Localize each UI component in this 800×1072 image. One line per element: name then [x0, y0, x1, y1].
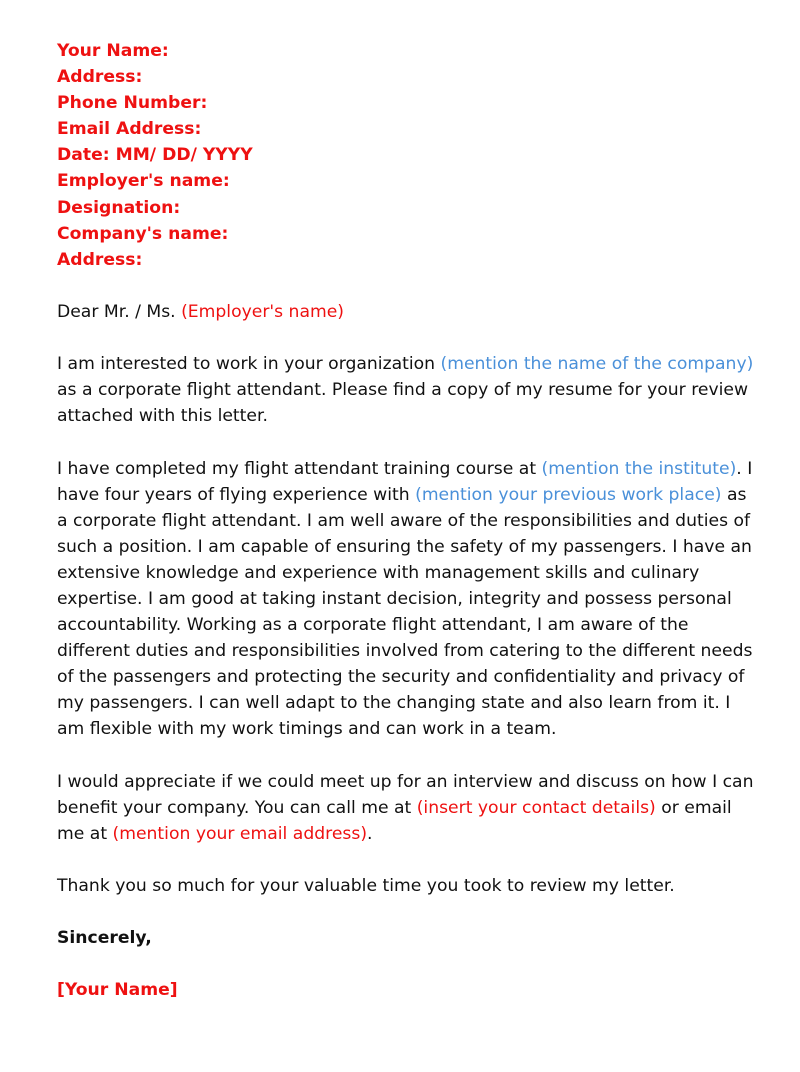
paragraph-interview-text-2: or email me at — [57, 797, 732, 844]
paragraph-experience-text-2: . I have four years of flying experience with — [57, 458, 753, 505]
closing-sincerely: Sincerely, — [57, 928, 152, 949]
letter-document — [57, 38, 762, 1003]
salutation-text: Dear Mr. / Ms. — [57, 301, 182, 322]
paragraph-experience-text-3: as a corporate flight attendant. I am well aware of the responsibilities and duties of such a position. I am capable of ensuring the safety of my passengers. I have an extensive knowledge and experience with management skills and culinary expertise. I am good at taking instant decision, integrity and possess personal accountability. Working as a corporate flight attendant, I am aware of the different duties and responsibilities involved from catering to the different needs of the passengers and protecting the security and confidentiality and privacy of my passengers. I can well adapt to the changing state and also learn from it. I am flexible with my work timings and can work in a team. — [57, 484, 753, 740]
placeholder-contact-details: (insert your contact details) — [416, 797, 656, 818]
paragraph-intro-text-2: as a corporate flight attendant. Please find a copy of my resume for your review attached with this letter. — [57, 380, 749, 427]
header-address: Address: — [57, 67, 143, 88]
placeholder-company-name: (mention the name of the company) — [440, 354, 754, 375]
paragraph-experience — [57, 456, 762, 743]
paragraph-interview-text-1: I would appreciate if we could meet up for an interview and discuss on how I can benefit your company. You can call me at — [57, 771, 754, 818]
paragraph-experience-text-1: I have completed my flight attendant training course at — [57, 458, 542, 479]
paragraph-intro — [57, 351, 762, 429]
paragraph-intro-text-1: I am interested to work in your organization — [57, 354, 441, 375]
salutation-placeholder: (Employer's name) — [181, 301, 345, 322]
signature-name-placeholder: [Your Name] — [57, 980, 178, 1001]
header-email-address: Email Address: — [57, 119, 202, 140]
header-company-address: Address: — [57, 249, 143, 270]
header-phone-number: Phone Number: — [57, 93, 208, 114]
paragraph-thanks: Thank you so much for your valuable time you took to review my letter. — [57, 876, 675, 896]
header-designation: Designation: — [57, 197, 181, 218]
paragraph-interview-text-3: . — [367, 823, 373, 844]
paragraph-interview-request — [57, 769, 762, 847]
placeholder-institute: (mention the institute) — [541, 458, 737, 479]
sender-recipient-block — [57, 38, 762, 273]
header-employer-name: Employer's name: — [57, 171, 230, 192]
header-company-name: Company's name: — [57, 223, 229, 244]
header-date: Date: MM/ DD/ YYYY — [57, 145, 253, 166]
header-your-name: Your Name: — [57, 41, 169, 61]
salutation — [57, 299, 762, 325]
placeholder-email-address: (mention your email address) — [112, 823, 368, 844]
placeholder-previous-workplace: (mention your previous work place) — [415, 484, 722, 505]
